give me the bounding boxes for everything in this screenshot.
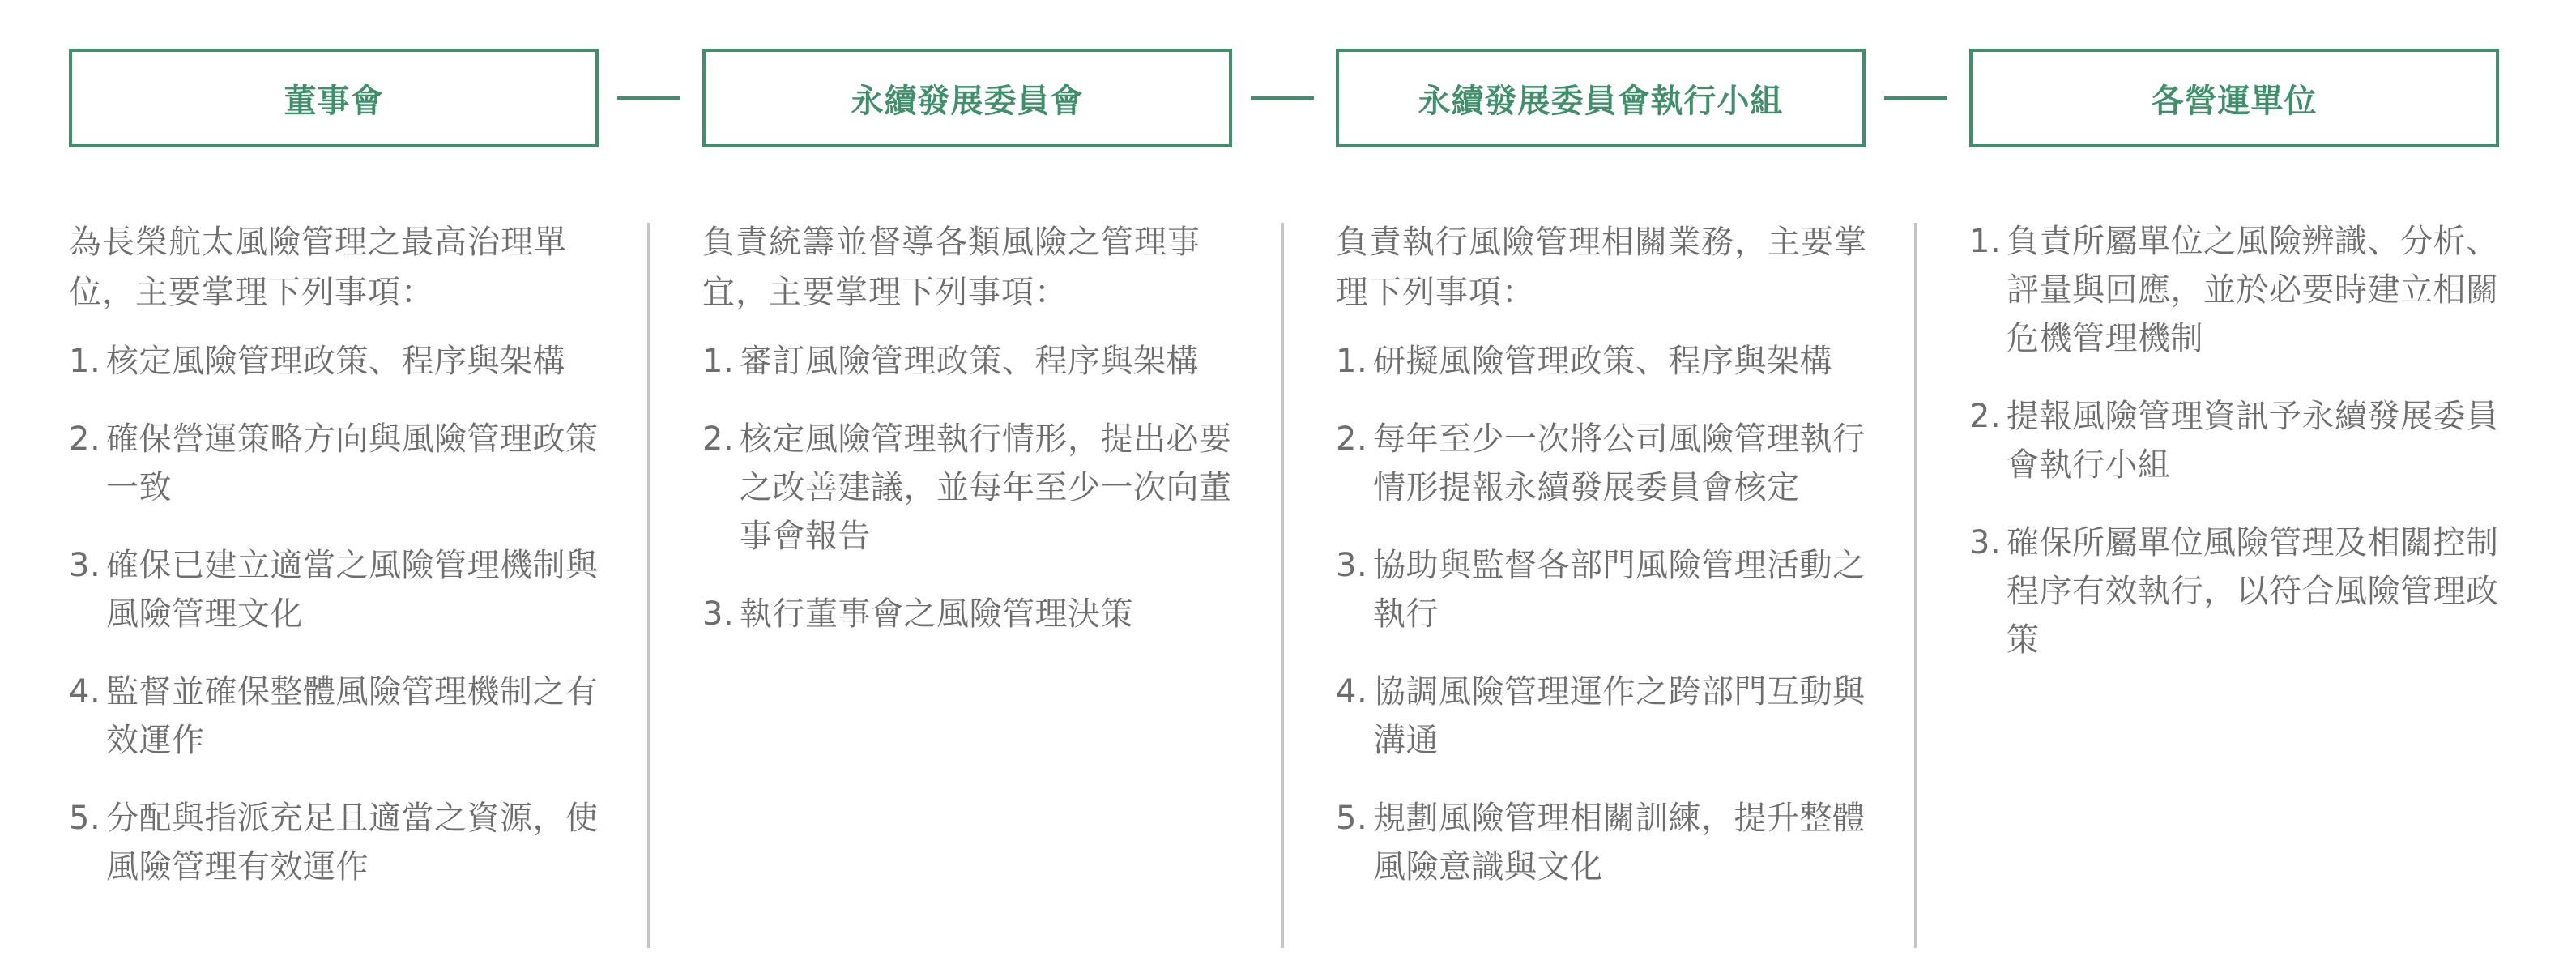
list-item-text: 核定風險管理執行情形，提出必要之改善建議，並每年至少一次向董事會報告 xyxy=(740,420,1232,555)
list-item xyxy=(1969,217,2504,363)
list-item-number: 4. xyxy=(69,673,101,710)
list-item-number: 3. xyxy=(69,547,101,584)
column-divider-2 xyxy=(1281,223,1284,948)
list-item-number: 2. xyxy=(702,420,735,458)
list-item xyxy=(1336,668,1870,765)
list-item xyxy=(69,337,603,386)
column-board xyxy=(69,217,603,920)
list-item xyxy=(1336,415,1870,512)
list-item xyxy=(1336,541,1870,638)
list-item-text: 分配與指派充足且適當之資源，使風險管理有效運作 xyxy=(106,800,599,885)
header-sustainability-committee xyxy=(702,49,1232,147)
list-item xyxy=(702,337,1237,386)
list-item xyxy=(69,541,603,638)
list-item-text: 規劃風險管理相關訓練，提升整體風險意識與文化 xyxy=(1373,800,1866,885)
header-operating-units xyxy=(1969,49,2499,147)
column-intro: 負責執行風險管理相關業務，主要掌理下列事項： xyxy=(1336,224,1867,311)
list-item-text: 確保營運策略方向與風險管理政策一致 xyxy=(106,420,599,506)
header-operating-units-label: 各營運單位 xyxy=(2151,82,2318,120)
list-item-number: 4. xyxy=(1336,673,1368,710)
list-item-number: 2. xyxy=(1969,398,2002,435)
header-executive-group-label: 永續發展委員會執行小組 xyxy=(1418,82,1784,120)
list-item-number: 2. xyxy=(69,420,101,458)
list-item xyxy=(69,415,603,512)
list-item-number: 3. xyxy=(1336,547,1368,584)
column-divider-1 xyxy=(647,223,650,948)
list-item-text: 審訂風險管理政策、程序與架構 xyxy=(740,343,1199,380)
list-item-number: 2. xyxy=(1336,420,1368,458)
list-item xyxy=(1969,392,2504,489)
list-item xyxy=(1336,794,1870,891)
header-row xyxy=(0,0,2576,162)
header-board-label: 董事會 xyxy=(284,82,384,120)
column-divider-3 xyxy=(1914,223,1917,948)
list-item-text: 監督並確保整體風險管理機制之有效運作 xyxy=(106,673,599,759)
column-intro: 為長榮航太風險管理之最高治理單位，主要掌理下列事項： xyxy=(69,224,567,311)
list-item-number: 3. xyxy=(702,595,735,633)
column-operating-units xyxy=(1969,217,2504,693)
column-executive-group xyxy=(1336,217,1870,920)
list-item-text: 提報風險管理資訊予永續發展委員會執行小組 xyxy=(2007,398,2499,484)
connector-line-2 xyxy=(1251,96,1314,100)
list-item-number: 3. xyxy=(1969,524,2002,561)
list-item-text: 核定風險管理政策、程序與架構 xyxy=(106,343,565,380)
list-item xyxy=(1336,337,1870,386)
list-item-text: 確保所屬單位風險管理及相關控制程序有效執行，以符合風險管理政策 xyxy=(2007,524,2499,659)
list-item xyxy=(69,668,603,765)
list-item xyxy=(702,415,1237,561)
list-item-text: 確保已建立適當之風險管理機制與風險管理文化 xyxy=(106,547,599,633)
header-board xyxy=(69,49,599,147)
connector-line-3 xyxy=(1884,96,1947,100)
list-item-text: 執行董事會之風險管理決策 xyxy=(740,595,1133,633)
list-item-text: 協調風險管理運作之跨部門互動與溝通 xyxy=(1373,673,1866,759)
connector-line-1 xyxy=(617,96,680,100)
list-item xyxy=(69,794,603,891)
list-item-text: 每年至少一次將公司風險管理執行情形提報永續發展委員會核定 xyxy=(1373,420,1866,506)
column-sustainability-committee xyxy=(702,217,1237,668)
list-item xyxy=(702,590,1237,638)
list-item xyxy=(1969,518,2504,664)
list-item-number: 1. xyxy=(702,343,735,380)
list-item-number: 5. xyxy=(1336,800,1368,837)
list-item-number: 1. xyxy=(1336,343,1368,380)
list-item-text: 協助與監督各部門風險管理活動之執行 xyxy=(1373,547,1866,633)
list-item-number: 1. xyxy=(1969,223,2002,260)
list-item-text: 研擬風險管理政策、程序與架構 xyxy=(1373,343,1832,380)
list-item-number: 5. xyxy=(69,800,101,837)
list-item-number: 1. xyxy=(69,343,101,380)
column-intro: 負責統籌並督導各類風險之管理事宜，主要掌理下列事項： xyxy=(702,224,1201,311)
header-sustainability-committee-label: 永續發展委員會 xyxy=(851,82,1084,120)
list-item-text: 負責所屬單位之風險辨識、分析、評量與回應，並於必要時建立相關危機管理機制 xyxy=(2007,223,2499,357)
header-executive-group xyxy=(1336,49,1866,147)
